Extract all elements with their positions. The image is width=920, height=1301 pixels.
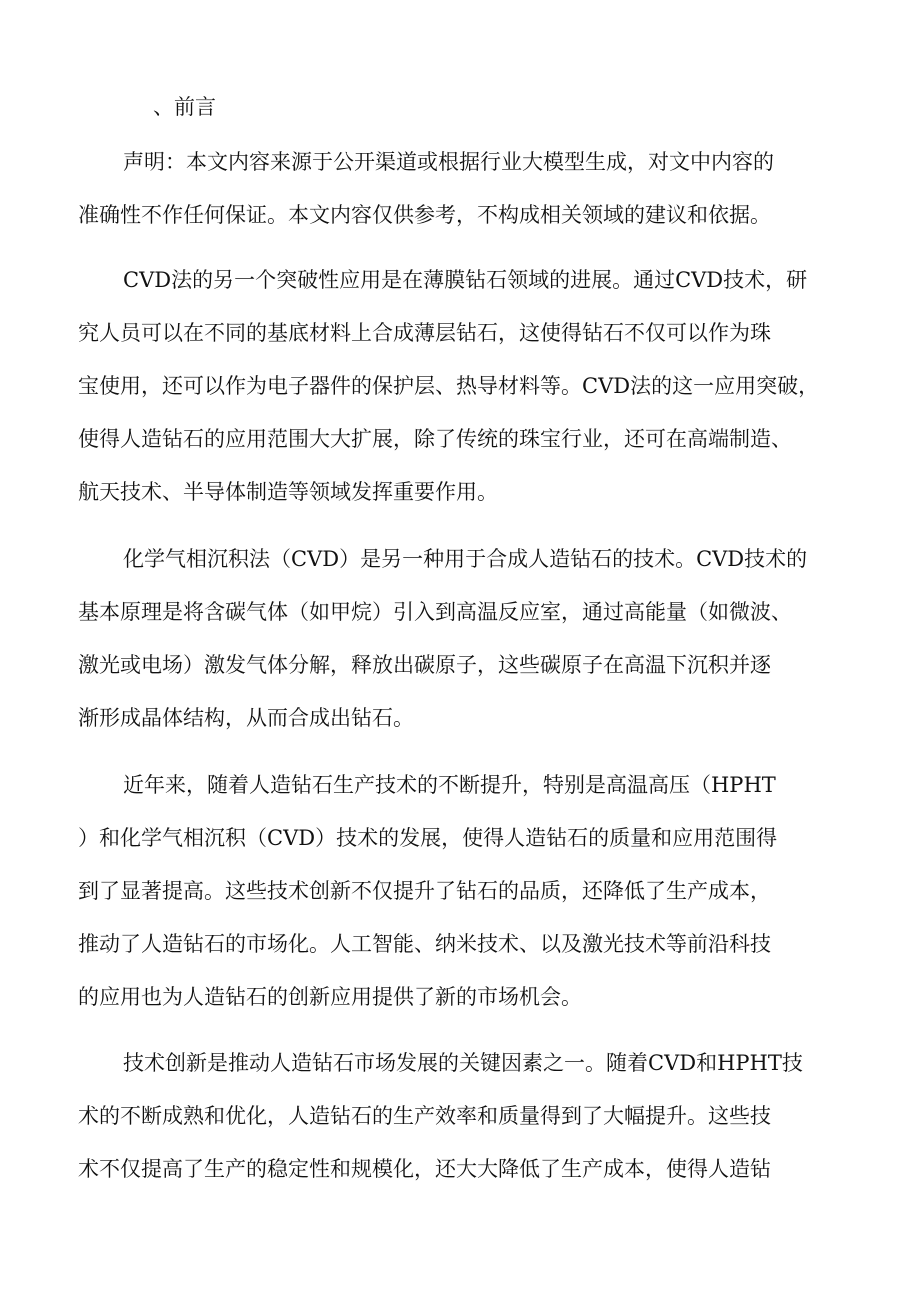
paragraph-line: 究人员可以在不同的基底材料上合成薄层钻石，这使得钻石不仅可以作为珠 (78, 321, 771, 345)
paragraph-line: 化学气相沉积法（CVD）是另一种用于合成人造钻石的技术。CVD技术的 (123, 547, 808, 571)
paragraph-line: 渐形成晶体结构，从而合成出钻石。 (78, 706, 414, 730)
paragraph-line: 的应用也为人造钻石的创新应用提供了新的市场机会。 (78, 985, 582, 1009)
paragraph-line: 到了显著提高。这些技术创新不仅提升了钻石的品质，还降低了生产成本， (78, 879, 771, 903)
paragraph-line: 术的不断成熟和优化，人造钻石的生产效率和质量得到了大幅提升。这些技 (78, 1104, 771, 1128)
paragraph-line: 激光或电场）激发气体分解，释放出碳原子，这些碳原子在高温下沉积并逐 (78, 653, 771, 677)
paragraph-line: 使得人造钻石的应用范围大大扩展，除了传统的珠宝行业，还可在高端制造、 (78, 427, 792, 451)
paragraph-line: 声明：本文内容来源于公开渠道或根据行业大模型生成，对文中内容的 (123, 150, 774, 174)
paragraph-line: 宝使用，还可以作为电子器件的保护层、热导材料等。CVD法的这一应用突破， (78, 374, 820, 398)
paragraph-line: 基本原理是将含碳气体（如甲烷）引入到高温反应室，通过高能量（如微波、 (78, 600, 792, 624)
paragraph-line: CVD法的另一个突破性应用是在薄膜钻石领域的进展。通过CVD技术，研 (123, 268, 808, 292)
section-heading: 、前言 (153, 95, 216, 119)
paragraph-line: 术不仅提高了生产的稳定性和规模化，还大大降低了生产成本，使得人造钻 (78, 1157, 771, 1181)
paragraph-line: ）和化学气相沉积（CVD）技术的发展，使得人造钻石的质量和应用范围得 (78, 826, 778, 850)
paragraph-line: 推动了人造钻石的市场化。人工智能、纳米技术、以及激光技术等前沿科技 (78, 932, 771, 956)
paragraph-line: 航天技术、半导体制造等领域发挥重要作用。 (78, 480, 498, 504)
paragraph-line: 近年来，随着人造钻石生产技术的不断提升，特别是高温高压（HPHT (123, 773, 776, 797)
paragraph-line: 技术创新是推动人造钻石市场发展的关键因素之一。随着CVD和HPHT技 (123, 1051, 803, 1075)
paragraph-line: 准确性不作任何保证。本文内容仅供参考，不构成相关领域的建议和依据。 (78, 203, 771, 227)
